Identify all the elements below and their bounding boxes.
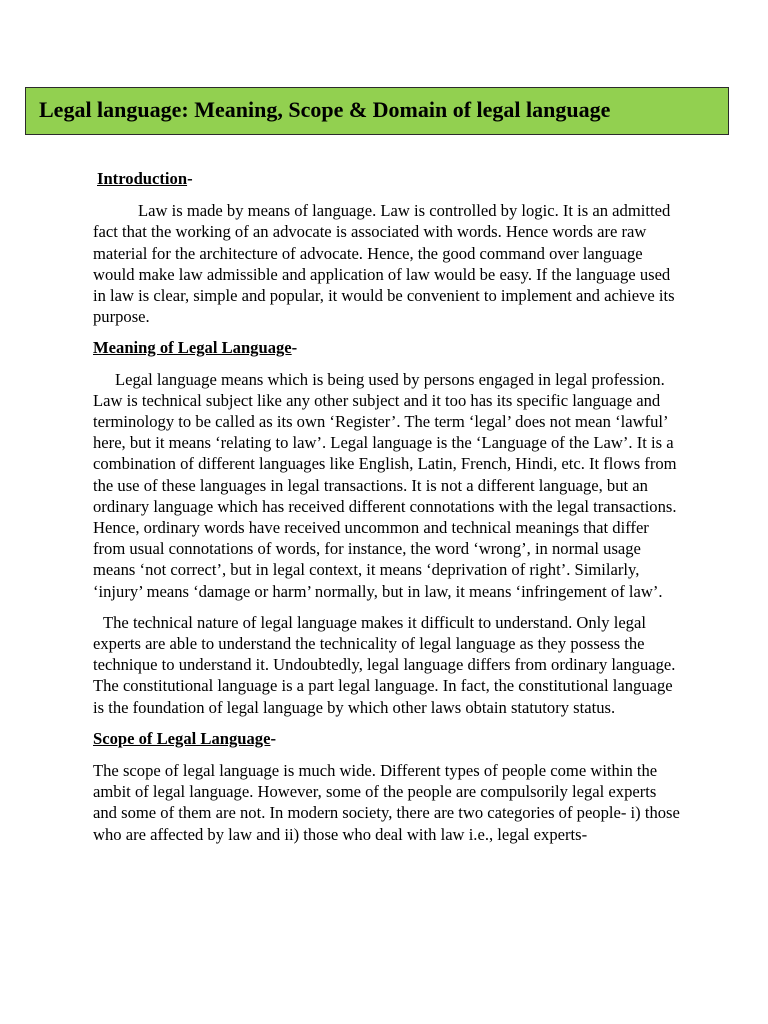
- page-title-box: [25, 87, 729, 135]
- meaning-heading-suffix: -: [291, 338, 298, 358]
- meaning-paragraph-2: The technical nature of legal language makes it difficult to understand. Only legal experts are able to understand the technicality of legal language as they possess the technique to understand it. Undoubtedly, legal language differs from ordinary language. The constitutional language is a part legal language. In fact, the constitutional language is the foundation of legal language by which other laws obtain statutory status.: [93, 612, 676, 717]
- introduction-heading-text: Introduction: [97, 169, 188, 188]
- scope-heading-text: Scope of Legal Language: [93, 728, 271, 748]
- introduction-heading-suffix: -: [187, 169, 193, 188]
- scope-heading-suffix: -: [270, 728, 276, 748]
- document-body: [93, 168, 683, 845]
- scope-paragraph: The scope of legal language is much wide. Different types of people come within the ambit of legal language. However, some of the people are compulsorily legal experts and some of them are not. In modern society, there are two categories of people- i) those who are affected by law and ii) those who deal with law i.e., legal experts-: [93, 761, 680, 844]
- introduction-heading: [93, 168, 683, 189]
- meaning-paragraph-1: Legal language means which is being used by persons engaged in legal profession. Law is technical subject like any other subject and it too has its specific language and terminology to be called as its own ‘Register’. The term ‘legal’ does not mean ‘lawful’ here, but it means ‘relating to law’. Legal language is the ‘Language of the Law’. It is a combination of different languages like English, Latin, French, Hindi, etc. It flows from the use of these languages in legal transactions. It is not a different language, but an ordinary language which has received different connotations with the legal transactions. Hence, ordinary words have received uncommon and technical meanings that differ from usual connotations of words, for instance, the word ‘wrong’, in normal usage means ‘not correct’, but in legal context, it means ‘deprivation of right’. Similarly, ‘injury’ means ‘damage or harm’ normally, but in law, it means ‘infringement of law’.: [93, 369, 677, 601]
- introduction-paragraph: Law is made by means of language. Law is controlled by logic. It is an admitted fact that the working of an advocate is associated with words. Hence words are raw material for the architecture of advocate. Hence, the good command over language would make law admissible and application of law would be easy. If the language used in law is clear, simple and popular, it would be convenient to implement and achieve its purpose.: [93, 201, 675, 327]
- meaning-heading-text: Meaning of Legal Language: [93, 338, 292, 358]
- page-title: Legal language: Meaning, Scope & Domain of legal language: [39, 97, 611, 122]
- meaning-heading: [93, 337, 683, 358]
- scope-heading: [93, 728, 683, 749]
